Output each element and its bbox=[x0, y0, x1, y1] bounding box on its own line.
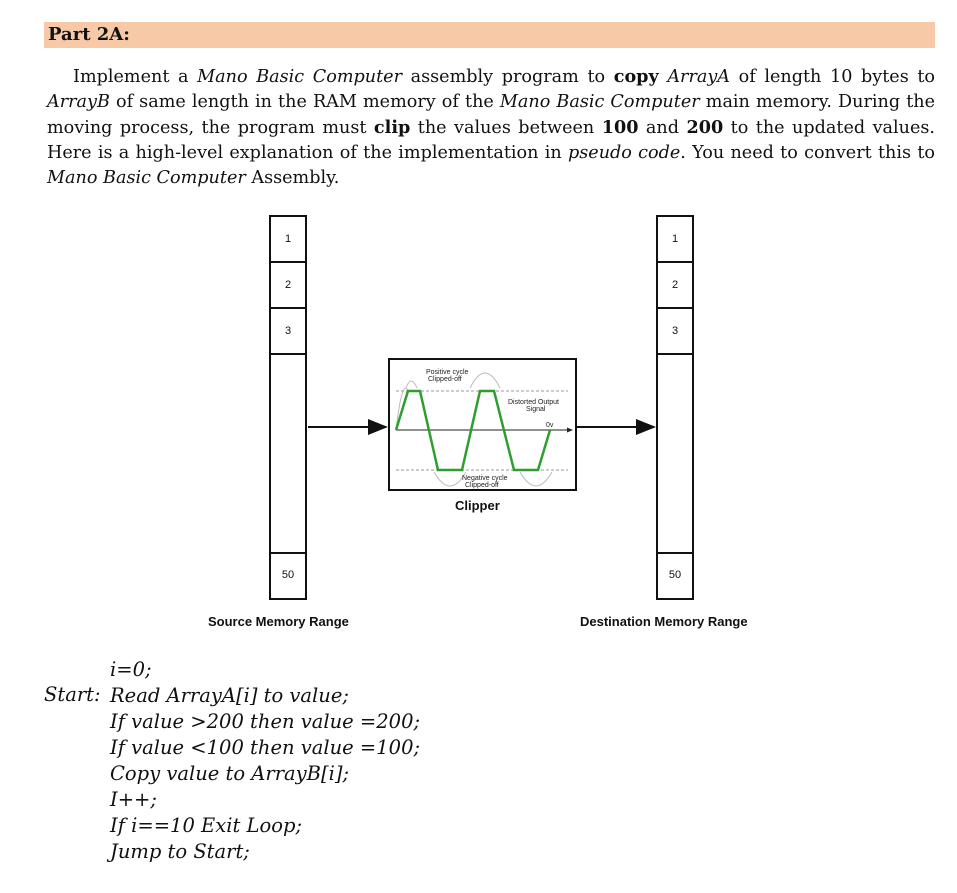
negative-cycle-label-1: Negative cycle bbox=[462, 475, 508, 482]
zero-volt-label: 0v bbox=[546, 422, 554, 429]
clipper-label: Clipper bbox=[455, 498, 500, 513]
destination-cell-1: 1 bbox=[658, 217, 692, 263]
destination-memory-label: Destination Memory Range bbox=[580, 614, 748, 629]
clipper-box bbox=[388, 358, 577, 491]
destination-cell-50: 50 bbox=[658, 552, 692, 598]
code-line-6: I++; bbox=[110, 788, 157, 811]
output-signal-label-2: Signal bbox=[526, 406, 546, 413]
destination-cell-3: 3 bbox=[658, 309, 692, 355]
code-line-4: If value <100 then value =100; bbox=[110, 736, 421, 759]
code-line-1: i=0; bbox=[110, 658, 152, 681]
code-line-2: Read ArrayA[i] to value; bbox=[110, 684, 349, 707]
section-header bbox=[44, 22, 935, 48]
code-line-8: Jump to Start; bbox=[110, 840, 250, 863]
clipped-waveform bbox=[390, 360, 575, 489]
description-paragraph: Implement a Mano Basic Computer assembly program to copy ArrayA of length 10 bytes to ArrayB of same length in the RAM memory of the Mano Basic Computer main memory. During the moving process, the program must clip the values between 100 and 200 to the updated values. Here is a high-level explanation of the implementation in pseudo code. You need to convert this to Mano Basic Computer Assembly. bbox=[47, 66, 936, 188]
source-cell-2: 2 bbox=[271, 263, 305, 309]
section-title: Part 2A: bbox=[48, 24, 130, 45]
code-line-3: If value >200 then value =200; bbox=[110, 710, 421, 733]
source-memory-block bbox=[269, 215, 307, 600]
positive-cycle-label-2: Clipped-off bbox=[428, 376, 462, 383]
output-signal-label-1: Distorted Output bbox=[508, 399, 559, 406]
destination-memory-block bbox=[656, 215, 694, 600]
negative-cycle-label-2: Clipped-off bbox=[465, 482, 499, 489]
code-start-label: Start: bbox=[44, 683, 101, 706]
destination-cell-2: 2 bbox=[658, 263, 692, 309]
source-memory-label: Source Memory Range bbox=[208, 614, 349, 629]
code-line-5: Copy value to ArrayB[i]; bbox=[110, 762, 350, 785]
source-cell-3: 3 bbox=[271, 309, 305, 355]
source-cell-1: 1 bbox=[271, 217, 305, 263]
code-line-7: If i==10 Exit Loop; bbox=[110, 814, 303, 837]
positive-cycle-label-1: Positive cycle bbox=[426, 369, 469, 376]
source-cell-50: 50 bbox=[271, 552, 305, 598]
